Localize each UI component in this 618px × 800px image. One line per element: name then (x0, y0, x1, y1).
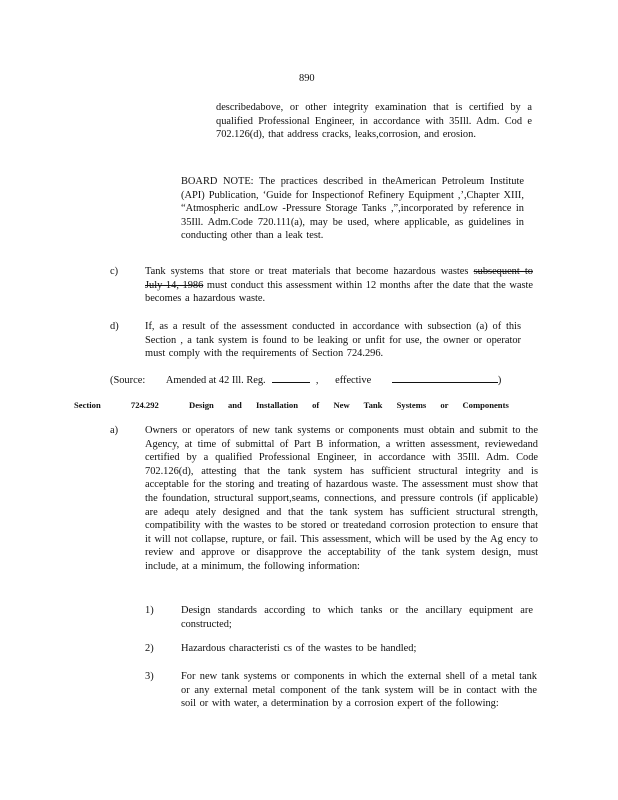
item-a-label: a) (110, 425, 119, 436)
source-note: (Source: Amended at 42 Ill. Reg. , effective ) (110, 372, 501, 388)
source-suffix: ) (497, 375, 502, 386)
sub-item-2-label: 2) (145, 643, 154, 654)
sub-item-3-label: 3) (145, 671, 154, 682)
section-title: Design and Installation of New Tank Systems or Components (188, 400, 509, 410)
item-c-struck-text: subsequent to July 14, 1986 (145, 266, 533, 291)
continued-paragraph: describedabove, or other integrity examination that is certified by a qualified Professional Engineer, in accordance with 35Ill. Adm. Cod e 702.126(d), that address cracks, leaks,corrosion, and erosion. (216, 102, 532, 141)
item-d-label: d) (110, 321, 119, 332)
register-blank (272, 372, 310, 383)
item-c-text-before: Tank systems that store or treat materials that become hazardous wastes (145, 266, 469, 277)
item-d-text: If, as a result of the assessment conducted in accordance with subsection (a) of this Section , a tank system is found to be leaking or unfit for use, the owner or operator must comply with the requirements of Section 724.296. (145, 321, 521, 360)
item-c-text (145, 265, 533, 306)
sub-item-1-label: 1) (145, 605, 154, 616)
sub-item-3-text: For new tank systems or components in which the external shell of a metal tank or any external metal component of the tank system will be in contact with the soil or with water, a determination by a corrosion expert of the following: (181, 671, 537, 710)
section-number: 724.292 (130, 400, 159, 410)
sub-item-2-text: Hazardous characteristi cs of the wastes to be handled; (181, 643, 417, 654)
item-c-label: c) (110, 266, 119, 277)
section-heading (74, 399, 509, 413)
sub-item-1-text: Design standards according to which tanks or the ancillary equipment are constructed; (181, 605, 533, 630)
item-a-text: Owners or operators of new tank systems or components must obtain and submit to the Agency, at time of submittal of Part B information, a written assessment, reviewedand certified by a qualified Professional Engineer, in accordance with 35Ill. Adm. Code 702.126(d), attesting that the tank system has sufficient structural integrity and is acceptable for the storing and treating of hazardous waste. The assessment must show that the foundation, structural support,seams, connections, and pressure controls (if applicable) are adequ ately designed and that the tank system has sufficient structural strength, compatibility with the wastes to be stored or treatedand corrosion protection to ensure that it will not collapse, rupture, or fail. This assessment, which will be used by the Ag ency to review and approve or disapprove the acceptability of the tank system design, must include, at a minimum, the following information: (145, 425, 538, 572)
board-note: BOARD NOTE: The practices described in theAmerican Petroleum Institute (API) Publication, ‘Guide for Inspectionof Refinery Equipment ,’,Chapter XIII, “Atmospheric andLow -Pressure Storage Tanks ,”,incorporated by reference in 35Ill. Adm.Code 720.111(a), may be used, where applicable, as guidelines in conducting other than a leak test. (181, 176, 524, 242)
effective-date-blank (392, 372, 498, 383)
source-amended: Amended at 42 Ill. Reg. (165, 375, 266, 386)
source-prefix: (Source: (110, 375, 146, 386)
section-label: Section (74, 400, 101, 410)
page-number: 890 (299, 73, 315, 84)
item-c-text-after: must conduct this assessment within 12 months after the date that the waste becomes a hazardous waste. (145, 279, 533, 305)
source-effective: effective (335, 375, 372, 386)
